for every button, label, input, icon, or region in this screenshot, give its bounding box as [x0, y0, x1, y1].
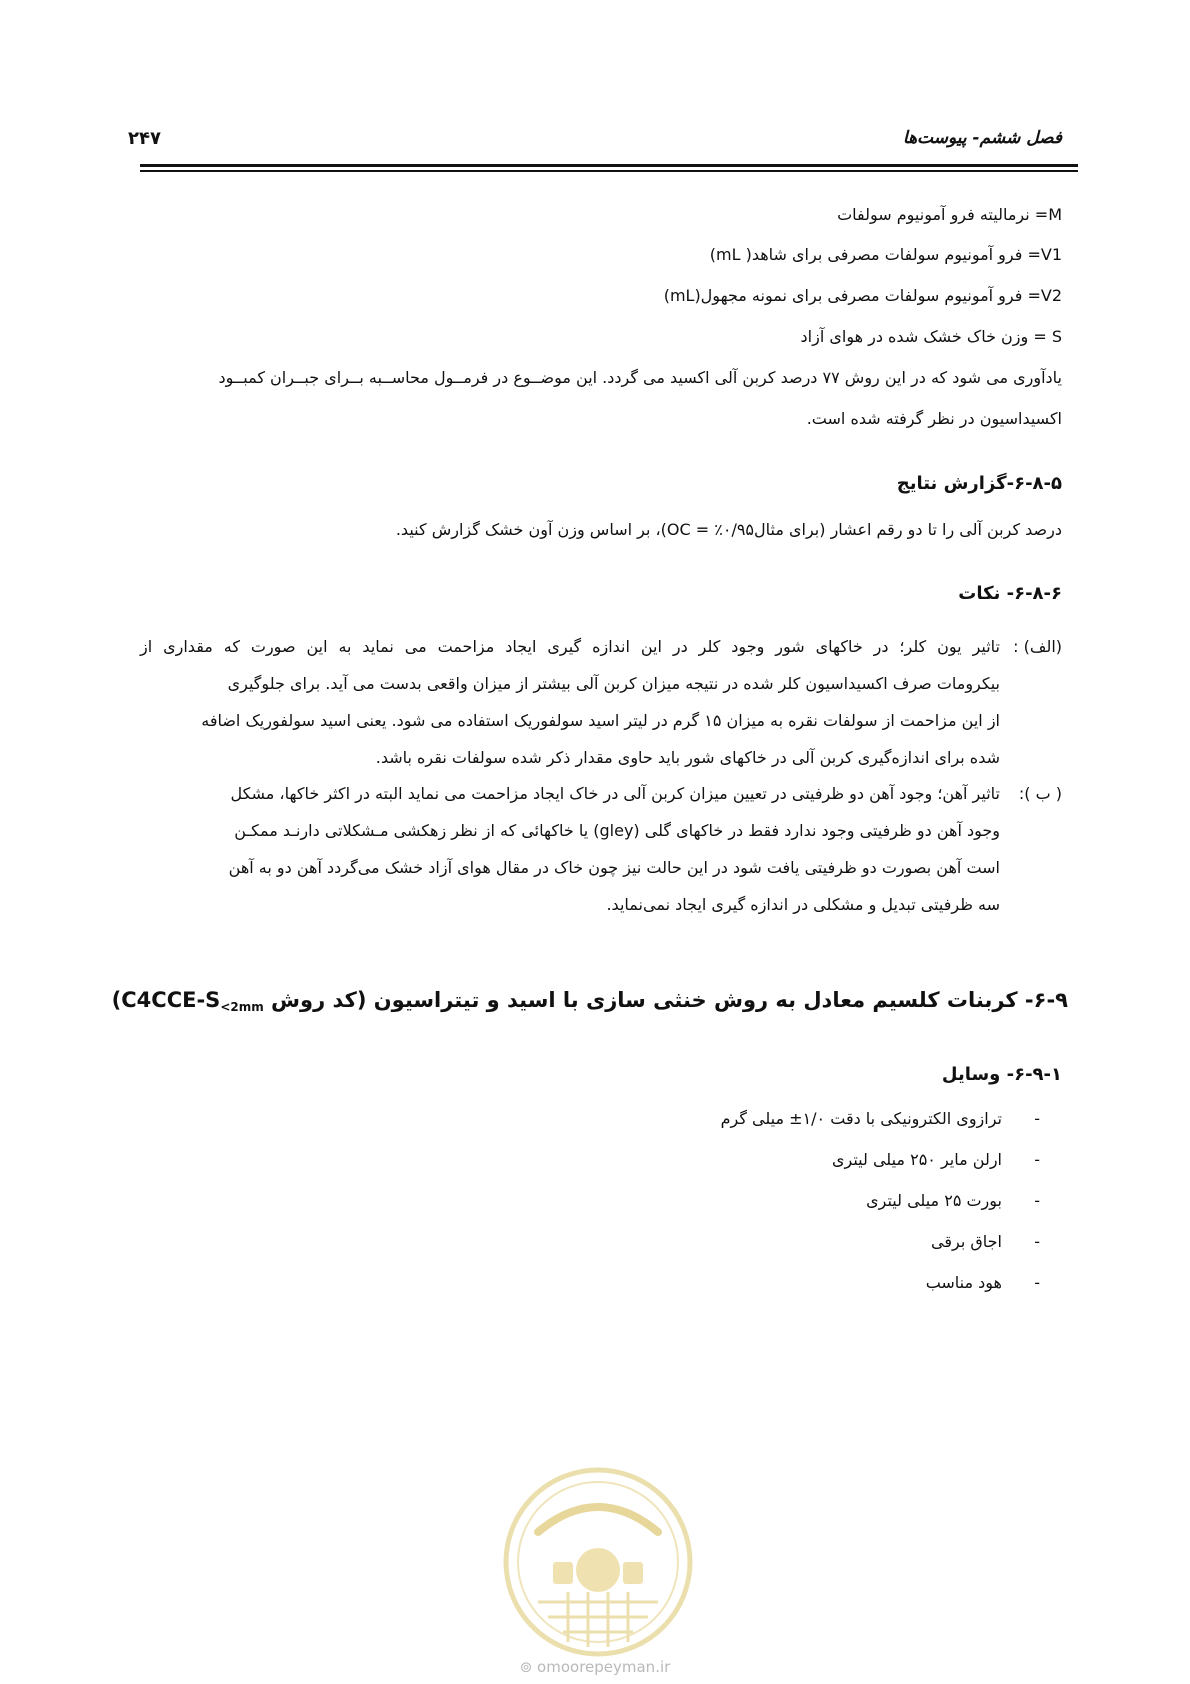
- list-dash: -: [1034, 1191, 1040, 1210]
- reminder-line-1: یادآوری می شود که در این روش ۷۷ درصد کربن آلی اکسید می گردد. این موضــوع در فرمــول محاســبه بــرای جبــران کمبــود: [218, 368, 1062, 387]
- results-text: درصد کربن آلی را تا دو رقم اعشار (برای مثال۰/۹۵٪ = OC)، بر اساس وزن آون خشک گزارش کنید.: [395, 520, 1062, 539]
- definition-v1: V1= فرو آمونیوم سولفات مصرفی برای شاهد( mL): [709, 245, 1062, 264]
- header-rule-thick: [140, 164, 1078, 167]
- definition-m: M= نرمالیته فرو آمونیوم سولفات: [837, 205, 1062, 224]
- heading-close-paren: ): [111, 988, 122, 1012]
- method-code-subscript: <2mm: [220, 1000, 264, 1014]
- note-a-label: (الف) :: [1013, 637, 1062, 656]
- section-heading-equipment: ۶-۹-۱- وسایل: [941, 1064, 1062, 1085]
- note-a: [140, 628, 1062, 776]
- list-dash: -: [1034, 1232, 1040, 1251]
- note-a-line-4: شده برای اندازه‌گیری کربن آلی در خاکهای شور باید حاوی مقدار ذکر شده سولفات نقره باشد.: [375, 748, 1000, 767]
- list-item-text: هود مناسب: [925, 1273, 1002, 1292]
- method-code: [121, 988, 263, 1012]
- list-item-text: اجاق برقی: [931, 1232, 1002, 1251]
- list-item-text: ترازوی الکترونیکی با دقت ۱/۰± میلی گرم: [720, 1109, 1002, 1128]
- equipment-item-erlenmeyer: [832, 1150, 1040, 1169]
- section-heading-notes: ۶-۸-۶- نکات: [958, 583, 1062, 604]
- equipment-item-hood: [926, 1273, 1040, 1292]
- note-b-line-4: سه ظرفیتی تبدیل و مشکلی در اندازه گیری ایجاد نمی‌نماید.: [606, 895, 1000, 914]
- section-heading-calcium-carbonate: [112, 988, 1068, 1014]
- page-number: ۲۴۷: [128, 128, 161, 149]
- note-a-line-3: از این مزاحمت از سولفات نقره به میزان ۱۵ گرم در لیتر اسید سولفوریک استفاده می شود. یعنی اسید سولفوریک اضافه: [201, 711, 1000, 730]
- equipment-item-burette: [866, 1191, 1040, 1210]
- method-code-main: C4CCE-S: [121, 988, 221, 1012]
- definition-v2: V2= فرو آمونیوم سولفات مصرفی برای نمونه مجهول(mL): [663, 286, 1062, 305]
- watermark-site-label: omoorepeyman.ir: [537, 1658, 671, 1676]
- calcium-carbonate-heading-text: ۶-۹- کربنات کلسیم معادل به روش خنثی سازی با اسید و تیتراسیون (کد روش: [271, 988, 1068, 1012]
- note-b-line-2: وجود آهن دو ظرفیتی وجود ندارد فقط در خاکهای گلی (gley) یا خاکهائی که از نظر زهکشی مـشکلاتی دارنـد ممکـن: [234, 821, 1000, 840]
- list-item-text: بورت ۲۵ میلی لیتری: [866, 1191, 1002, 1210]
- note-b-label: ( ب ):: [1018, 784, 1062, 803]
- note-a-line-1: تاثیر یون کلر؛ در خاکهای شور وجود کلر در این اندازه گیری ایجاد مزاحمت می نماید به این صورت که مقداری از: [140, 637, 1000, 656]
- list-dash: -: [1034, 1150, 1040, 1169]
- list-dash: -: [1034, 1273, 1040, 1292]
- note-b-line-1: تاثیر آهن؛ وجود آهن دو ظرفیتی در تعیین میزان کربن آلی در خاک ایجاد مزاحمت می نماید البته در اکثر خاکها، مشکل: [230, 784, 1000, 803]
- definition-s: S = وزن خاک خشک شده در هوای آزاد: [800, 327, 1062, 346]
- note-b-line-3: است آهن بصورت دو ظرفیتی یافت شود در این حالت نیز چون خاک در مقال هوای آزاد خشک می‌گردد آهن دو به آهن: [228, 858, 1000, 877]
- note-b: [140, 775, 1062, 923]
- header-rule-thin: [140, 170, 1078, 172]
- watermark-site-text: ⊚ omoorepeyman.ir: [519, 1658, 671, 1676]
- list-dash: -: [1034, 1109, 1040, 1128]
- section-heading-results: ۶-۸-۵-گزارش نتایج: [896, 473, 1062, 494]
- equipment-item-balance: [721, 1109, 1040, 1128]
- equipment-item-hotplate: [931, 1232, 1040, 1251]
- note-a-line-2: بیکرومات صرف اکسیداسیون کلر شده در نتیجه میزان کربن آلی بیشتر از میزان واقعی بدست می آید. برای جلوگیری: [227, 674, 1000, 693]
- watermark-seal-icon: [498, 1462, 698, 1662]
- list-item-text: ارلن مایر ۲۵۰ میلی لیتری: [832, 1150, 1002, 1169]
- reminder-line-2: اکسیداسیون در نظر گرفته شده است.: [806, 409, 1062, 428]
- chapter-title: فصل ششم- پیوست‌ها: [902, 128, 1062, 148]
